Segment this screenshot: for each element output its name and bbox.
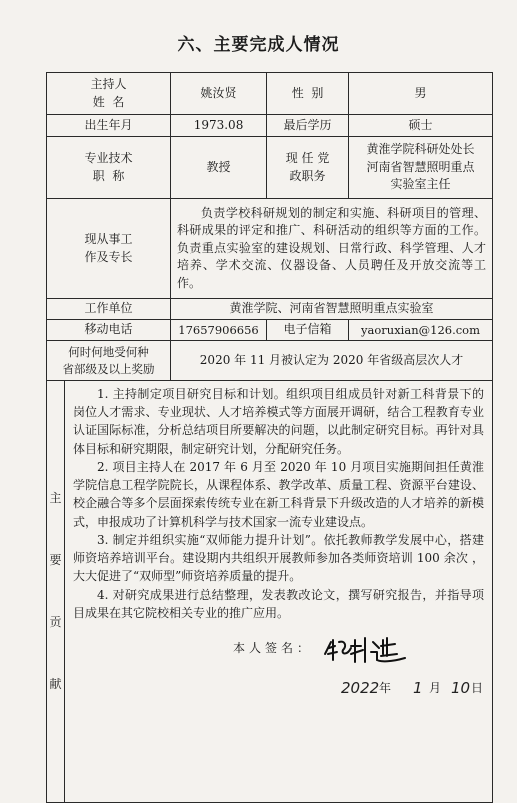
date-month: 1 [413,679,423,698]
work-value: 负责学校科研规划的制定和实施、科研项目的管理、科研成果的评定和推广、科研活动的组织等方面的工作。负责重点实验室的建设规划、日常行政、科学管理、人才培养、学术交流、仪器设备、人员聘任及开放交流等工作。 [171,199,493,299]
post-label-line1: 现 任 党 [285,151,330,166]
phone-label: 移动电话 [47,320,171,341]
date-row [73,676,484,706]
contribution-paragraph-1: 1. 主持制定项目研究目标和计划。组织项目组成员针对新工科背景下的岗位人才需求、专业现状、人才培养模式等方面展开调研，结合工程教育专业认证国际标准，分析总结项目所要解决的问题，以此制定研究目标。再针对具体目标和研究期限，制定研究计划，分配研究任务。 [73,387,485,456]
unit-row [47,299,493,320]
unit-value: 黄淮学院、河南省智慧照明重点实验室 [171,299,493,320]
award-value: 2020 年 11 月被认定为 2020 年省级高层次人才 [171,341,493,381]
title-label-line2: 职 称 [92,168,125,183]
work-label-cell [47,199,171,299]
email-value: yaoruxian@126.com [349,320,493,341]
name-label-line1: 主持人 [90,77,127,92]
award-label-cell [47,341,171,381]
phone-value: 17657906656 [171,320,267,341]
date-year-suffix: 年 [379,681,392,696]
post-label-line2: 政职务 [289,168,326,183]
title-value: 教授 [171,137,267,199]
contribution-label-char-2: 要 [49,552,62,567]
contribution-paragraph-3: 3. 制定并组织实施“双师能力提升计划”。依托教师教学发展中心，搭建师资培养培训平台。建设期内共组织开展教师参加各类师资培训 100 余次 ，大大促进了“双师型”师资培养质量的提升。 [73,532,485,584]
signature-row [73,640,484,676]
post-label-cell [267,137,349,199]
education-label: 最后学历 [267,115,349,137]
contribution-label-char-4: 献 [49,676,62,691]
date-year: 2022 [341,679,380,698]
name-label-cell [47,73,171,115]
title-row [47,137,493,199]
email-label: 电子信箱 [267,320,349,341]
post-value-line1: 黄淮学院科研处处长 [366,142,475,157]
award-label-line2: 省部级及以上奖励 [62,361,155,376]
personnel-form-table [46,72,493,803]
contribution-label-char-3: 贡 [49,614,62,629]
title-label-line1: 专业技术 [84,151,133,166]
unit-label: 工作单位 [47,299,171,320]
contribution-paragraph-4: 4. 对研究成果进行总结整理，发表教改论文，撰写研究报告，并指导项目成果在其它院校相关专业的推广应用。 [73,587,485,620]
name-value: 姚汝贤 [171,73,267,115]
date-month-suffix: 月 [429,681,442,696]
work-label-line2: 作及专长 [84,249,133,264]
post-value-cell [349,137,493,199]
birth-value: 1973.08 [171,115,267,137]
contribution-paragraph-2: 2. 项目主持人在 2017 年 6 月至 2020 年 10 月项目实施期间担任黄淮学院信息工程学院院长，从课程体系、教学改革、质量工程、资源平台建设、校企融合等多个层面探索传统专业在新工科背景下升级改造的人才培养的新模式，申报成功了计算机科学与技术国家一流专业建设点。 [73,459,485,529]
contact-row [47,320,493,341]
date-day: 10 [451,679,471,698]
contribution-row [47,381,493,803]
education-value: 硕士 [349,115,493,137]
handwritten-signature [321,632,411,668]
award-label-line1: 何时何地受何种 [68,344,149,359]
title-label-cell [47,137,171,199]
contribution-content [65,381,493,803]
work-label-line1: 现从事工 [84,232,133,247]
gender-label: 性 别 [267,73,349,115]
birth-label: 出生年月 [47,115,171,137]
page-title: 六、主要完成人情况 [177,35,340,55]
work-row [47,199,493,299]
signature-label: 本人签名： [233,641,314,656]
birth-row [47,115,493,137]
date-day-suffix: 日 [471,681,484,696]
name-row [47,73,493,115]
gender-value: 男 [349,73,493,115]
contribution-label-char-1: 主 [49,490,62,505]
post-value-line2: 河南省智慧照明重点 [366,159,475,174]
contribution-label-cell [47,381,65,803]
name-label-line2: 姓 名 [92,94,125,109]
award-row [47,341,493,381]
post-value-line3: 实验室主任 [390,177,451,192]
